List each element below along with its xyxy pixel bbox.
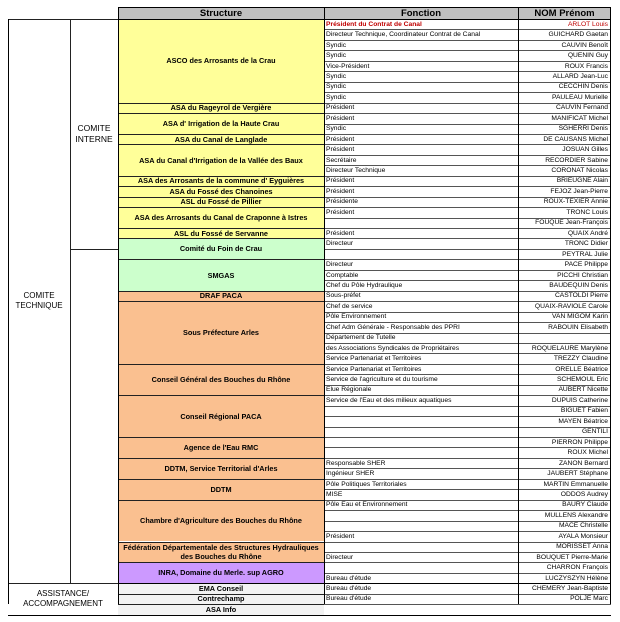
fonction-cell: Service de l'Eau et des milieux aquatiques	[326, 396, 452, 404]
nom-cell: JAUBERT Stéphane	[547, 470, 608, 478]
fonction-cell: Syndic	[326, 41, 347, 49]
header-nom: NOM Prénom	[518, 7, 611, 19]
structure-cell: ASL du Fossé de Servanne	[118, 228, 324, 238]
nom-cell: RECORDIER Sabine	[545, 156, 608, 164]
structure-divider	[118, 238, 324, 239]
nom-cell: CECCHIN Denis	[558, 83, 608, 91]
nom-cell: RABOUIN Elisabeth	[548, 323, 608, 331]
fonction-cell	[324, 437, 518, 447]
structure-divider	[118, 458, 324, 459]
row-divider	[324, 249, 611, 250]
structure-cell: Comité du Foin de Crau	[118, 238, 324, 259]
nom-cell: ROUX Francis	[564, 62, 608, 70]
fonction-cell: Ingénieur SHER	[326, 470, 375, 478]
structure-divider	[118, 479, 324, 480]
structure-cell: ASA du Canal de Langlade	[118, 134, 324, 144]
row-divider	[324, 427, 611, 428]
structure-divider	[118, 259, 324, 260]
fonction-cell: Directeur	[326, 240, 354, 248]
nom-cell: LUCZYSZYN Hélène	[545, 574, 608, 582]
structure-cell: ASA des Arrosants du Canal de Craponne à Istres	[118, 207, 324, 228]
nom-cell: DUPUIS Catherine	[551, 396, 608, 404]
row-divider	[324, 92, 611, 93]
row-divider	[324, 542, 611, 543]
structure-cell: EMA Conseil	[118, 583, 324, 593]
nom-cell: ODDOS Audrey	[560, 490, 608, 498]
nom-cell: AUBERT Nicette	[558, 386, 608, 394]
row-divider	[324, 447, 611, 448]
category-divider	[8, 615, 611, 616]
row-divider	[324, 312, 611, 313]
subgroup-border	[70, 19, 71, 583]
fonction-cell: Responsable SHER	[326, 459, 386, 467]
structure-divider	[118, 144, 324, 145]
fonction-cell: Directeur Technique, Coordinateur Contrat de Canal	[326, 31, 481, 39]
structure-cell: Agence de l'Eau RMC	[118, 437, 324, 458]
fonction-cell: Président	[326, 187, 355, 195]
fonction-cell: Directeur Technique	[326, 167, 386, 175]
header-bottom	[118, 19, 611, 20]
fonction-cell	[324, 447, 518, 457]
structure-cell: ASA du Fossé des Chanoines	[118, 186, 324, 196]
fonction-cell: Chef de service	[326, 302, 373, 310]
header-top	[118, 7, 611, 8]
left-border	[8, 19, 9, 604]
fonction-cell: Président	[326, 135, 355, 143]
row-divider	[324, 395, 611, 396]
nom-cell: PEYTRAL Julie	[562, 250, 608, 258]
structure-cell: Contrechamp	[118, 594, 324, 604]
nom-cell: MAYEN Béatrice	[558, 417, 608, 425]
row-divider	[324, 165, 611, 166]
row-divider	[324, 50, 611, 51]
nom-cell: TREZZY Claudine	[553, 355, 608, 363]
structure-cell: ASA des Arrosants de la commune d' Eyguières	[118, 176, 324, 186]
subgroup-label: COMITE INTERNE	[70, 19, 118, 249]
nom-cell: CAUVIN Benoît	[561, 41, 608, 49]
nom-cell: JOSUAN Gilles	[562, 146, 608, 154]
fonction-cell: Sous-préfet	[326, 292, 361, 300]
fonction-cell: Président	[326, 229, 355, 237]
fonction-cell: Service Partenariat et Territoires	[326, 365, 422, 373]
fonction-cell: Bureau d'étude	[326, 595, 372, 603]
row-divider	[324, 176, 611, 177]
row-divider	[324, 301, 611, 302]
row-divider	[324, 458, 611, 459]
row-divider	[324, 259, 611, 260]
header-fonction: Fonction	[324, 7, 518, 19]
right-border	[610, 7, 611, 604]
row-divider	[324, 552, 611, 553]
structure-divider	[118, 186, 324, 187]
row-divider	[324, 416, 611, 417]
nom-cell: VAN MIGOM Karin	[552, 313, 608, 321]
structure-cell: DDTM	[118, 479, 324, 500]
structure-cell: DRAF PACA	[118, 291, 324, 301]
structure-divider	[118, 103, 324, 104]
row-divider	[324, 479, 611, 480]
structure-divider	[118, 113, 324, 114]
row-divider	[324, 103, 611, 104]
nom-cell: POLJE Marc	[570, 595, 608, 603]
structure-cell: INRA, Domaine du Merle. sup AGRO	[118, 562, 324, 583]
row-divider	[324, 207, 611, 208]
nom-cell: CORONAT Nicolas	[551, 167, 608, 175]
row-divider	[324, 82, 611, 83]
fonction-cell: Président	[326, 208, 355, 216]
structure-divider	[118, 500, 324, 501]
fonction-cell: Président	[326, 114, 355, 122]
fonction-cell: Pôle Environnement	[326, 313, 387, 321]
row-divider	[324, 364, 611, 365]
nom-cell: ZANON Bernard	[558, 459, 608, 467]
structure-divider	[118, 134, 324, 135]
fonction-cell: Président	[326, 146, 355, 154]
nom-cell: BAUDEQUIN Denis	[549, 281, 608, 289]
fonction-cell	[324, 406, 518, 416]
organization-table	[8, 7, 611, 615]
row-divider	[324, 218, 611, 219]
category-label: ASSISTANCE/ ACCOMPAGNEMENT	[8, 583, 118, 614]
nom-cell: QUAIX André	[567, 229, 608, 237]
nom-cell: TRONC Louis	[566, 208, 608, 216]
nom-cell: TRONC Didier	[564, 240, 608, 248]
fonction-cell: Bureau d'étude	[326, 574, 372, 582]
row-divider	[324, 113, 611, 114]
row-divider	[324, 562, 611, 563]
row-divider	[324, 144, 611, 145]
nom-cell: MANIFICAT Michel	[551, 114, 608, 122]
row-divider	[324, 468, 611, 469]
fonction-cell: Elue Régionale	[326, 386, 372, 394]
nom-cell: MORISSET Anna	[556, 543, 608, 551]
nom-cell: PAULEAU Murielle	[552, 93, 608, 101]
structure-cell: ASL du Fossé de Pillier	[118, 197, 324, 207]
nom-cell: AYALA Monsieur	[558, 532, 608, 540]
structure-divider	[118, 437, 324, 438]
structure-cell: ASA Info	[118, 604, 324, 614]
structure-divider	[118, 604, 324, 605]
fonction-border	[324, 7, 325, 604]
structure-divider	[118, 364, 324, 365]
row-divider	[324, 437, 611, 438]
row-divider	[324, 61, 611, 62]
fonction-cell: Syndic	[326, 83, 347, 91]
nom-cell: BAURY Claude	[562, 501, 608, 509]
structure-cell: Conseil Régional PACA	[118, 395, 324, 437]
structure-border	[118, 7, 119, 604]
structure-cell: Conseil Général des Bouches du Rhône	[118, 364, 324, 395]
fonction-cell	[324, 249, 518, 259]
row-divider	[324, 333, 611, 334]
row-divider	[324, 322, 611, 323]
row-divider	[324, 124, 611, 125]
fonction-cell: Pôle Politiques Territoriales	[326, 480, 407, 488]
structure-cell: SMGAS	[118, 259, 324, 290]
fonction-cell	[324, 521, 518, 531]
fonction-cell: Comptable	[326, 271, 359, 279]
fonction-cell: Service Partenariat et Territoires	[326, 355, 422, 363]
row-divider	[324, 29, 611, 30]
row-divider	[324, 500, 611, 501]
fonction-cell: Pôle Eau et Environnement	[326, 501, 408, 509]
row-divider	[324, 604, 611, 605]
category-label: COMITE TECHNIQUE	[8, 19, 70, 583]
row-divider	[324, 385, 611, 386]
fonction-cell	[324, 542, 518, 552]
fonction-cell: Syndic	[326, 93, 347, 101]
structure-cell: Sous Préfecture Arles	[118, 301, 324, 364]
fonction-cell: Département de Tutelle	[326, 334, 396, 342]
structure-divider	[118, 562, 324, 563]
row-divider	[324, 186, 611, 187]
row-divider	[324, 510, 611, 511]
header-structure: Structure	[118, 7, 324, 19]
nom-cell: GUICHARD Gaetan	[548, 31, 608, 39]
fonction-cell: Présidente	[326, 198, 358, 206]
nom-cell: BRIEUGNE Alain	[556, 177, 608, 185]
subgroup-divider	[70, 249, 118, 250]
nom-cell: MACE Christelle	[558, 522, 608, 530]
fonction-cell: Service de l'agriculture et du tourisme	[326, 376, 438, 384]
structure-cell: Chambre d'Agriculture des Bouches du Rhône	[118, 500, 324, 542]
structure-divider	[118, 291, 324, 292]
fonction-cell: Président	[326, 177, 355, 185]
fonction-cell: Chef du Pôle Hydraulique	[326, 281, 403, 289]
row-divider	[324, 406, 611, 407]
fonction-cell: Président	[326, 532, 355, 540]
structure-cell: ASA du Rageyrol de Vergière	[118, 103, 324, 113]
nom-cell: SGHERRI Denis	[558, 125, 608, 133]
fonction-cell: MISE	[326, 490, 343, 498]
nom-cell: PIERRON Philippe	[551, 438, 608, 446]
fonction-cell: Secrétaire	[326, 156, 357, 164]
row-divider	[324, 71, 611, 72]
nom-cell: ARLOT Louis	[567, 20, 608, 28]
nom-cell: ROUX Michel	[567, 449, 608, 457]
nom-cell: PICCHI Christian	[557, 271, 608, 279]
fonction-cell: Vice-Président	[326, 62, 370, 70]
fonction-cell: Syndic	[326, 52, 347, 60]
row-divider	[324, 573, 611, 574]
nom-cell: PACE Philippe	[564, 261, 608, 269]
row-divider	[324, 280, 611, 281]
row-divider	[324, 197, 611, 198]
nom-cell: FEJOZ Jean-Pierre	[550, 187, 608, 195]
fonction-cell: Directeur	[326, 553, 354, 561]
fonction-cell	[324, 427, 518, 437]
nom-cell: CHARRON François	[546, 564, 608, 572]
structure-divider	[118, 594, 324, 595]
row-divider	[324, 291, 611, 292]
row-divider	[324, 270, 611, 271]
structure-cell: ASA du Canal d'Irrigation de la Vallée des Baux	[118, 144, 324, 175]
nom-cell: CHEMERY Jean-Baptiste	[532, 585, 608, 593]
nom-cell: GENTILI	[581, 428, 608, 436]
nom-cell: CAUVIN Fernand	[555, 104, 608, 112]
row-divider	[324, 228, 611, 229]
nom-cell: ALLARD Jean-Luc	[552, 72, 608, 80]
row-divider	[324, 238, 611, 239]
row-divider	[324, 531, 611, 532]
nom-cell: MULLENS Alexandre	[544, 511, 608, 519]
row-divider	[324, 343, 611, 344]
row-divider	[324, 594, 611, 595]
nom-cell: QUENIN Guy	[567, 52, 608, 60]
nom-cell: ROQUELAURE Marylène	[531, 344, 608, 352]
structure-cell: DDTM, Service Territorial d'Arles	[118, 458, 324, 479]
structure-divider	[118, 197, 324, 198]
structure-divider	[118, 228, 324, 229]
nom-cell: BOUQUET Pierre-Marie	[536, 553, 608, 561]
nom-cell: SCHEMOUL Eric	[556, 376, 608, 384]
fonction-cell: Président	[326, 104, 355, 112]
structure-divider	[118, 176, 324, 177]
fonction-cell	[324, 562, 518, 572]
nom-cell: DE CAUSANS Michel	[543, 135, 608, 143]
fonction-cell: Syndic	[326, 72, 347, 80]
category-divider	[8, 19, 118, 20]
structure-cell: Fédération Départementale des Structures Hydrauliques des Bouches du Rhône	[118, 542, 324, 563]
row-divider	[324, 40, 611, 41]
nom-cell: FOUQUE Jean-François	[535, 219, 608, 227]
fonction-cell	[324, 218, 518, 228]
fonction-cell: des Associations Syndicales de Propriétaires	[326, 344, 460, 352]
category-divider	[8, 583, 118, 584]
row-divider	[324, 134, 611, 135]
nom-cell: BIGUET Fabien	[560, 407, 608, 415]
fonction-cell: Directeur	[326, 261, 354, 269]
structure-divider	[118, 207, 324, 208]
row-divider	[324, 489, 611, 490]
row-divider	[324, 353, 611, 354]
nom-cell: CASTOLDI Pierre	[554, 292, 608, 300]
fonction-cell	[324, 510, 518, 520]
nom-cell: QUAIX-RAVIOLE Carole	[534, 302, 608, 310]
structure-cell: ASCO des Arrosants de la Crau	[118, 19, 324, 103]
row-divider	[324, 521, 611, 522]
fonction-cell: Chef Adm Générale - Responsable des PPRI	[326, 323, 460, 331]
structure-divider	[118, 395, 324, 396]
row-divider	[324, 155, 611, 156]
structure-divider	[118, 301, 324, 302]
nom-cell	[518, 333, 611, 343]
fonction-cell: Syndic	[326, 125, 347, 133]
fonction-cell: Président du Contrat de Canal	[326, 20, 422, 28]
fonction-cell	[324, 416, 518, 426]
row-divider	[324, 374, 611, 375]
nom-cell: ORELLE Béatrice	[555, 365, 608, 373]
nom-cell: MARTIN Emmanuelle	[543, 480, 608, 488]
fonction-cell: Bureau d'étude	[326, 585, 372, 593]
nom-cell: ROUX-TEXIER Annie	[543, 198, 608, 206]
structure-cell: ASA d' Irrigation de la Haute Crau	[118, 113, 324, 134]
structure-divider	[118, 542, 324, 543]
nom-border	[518, 7, 519, 604]
